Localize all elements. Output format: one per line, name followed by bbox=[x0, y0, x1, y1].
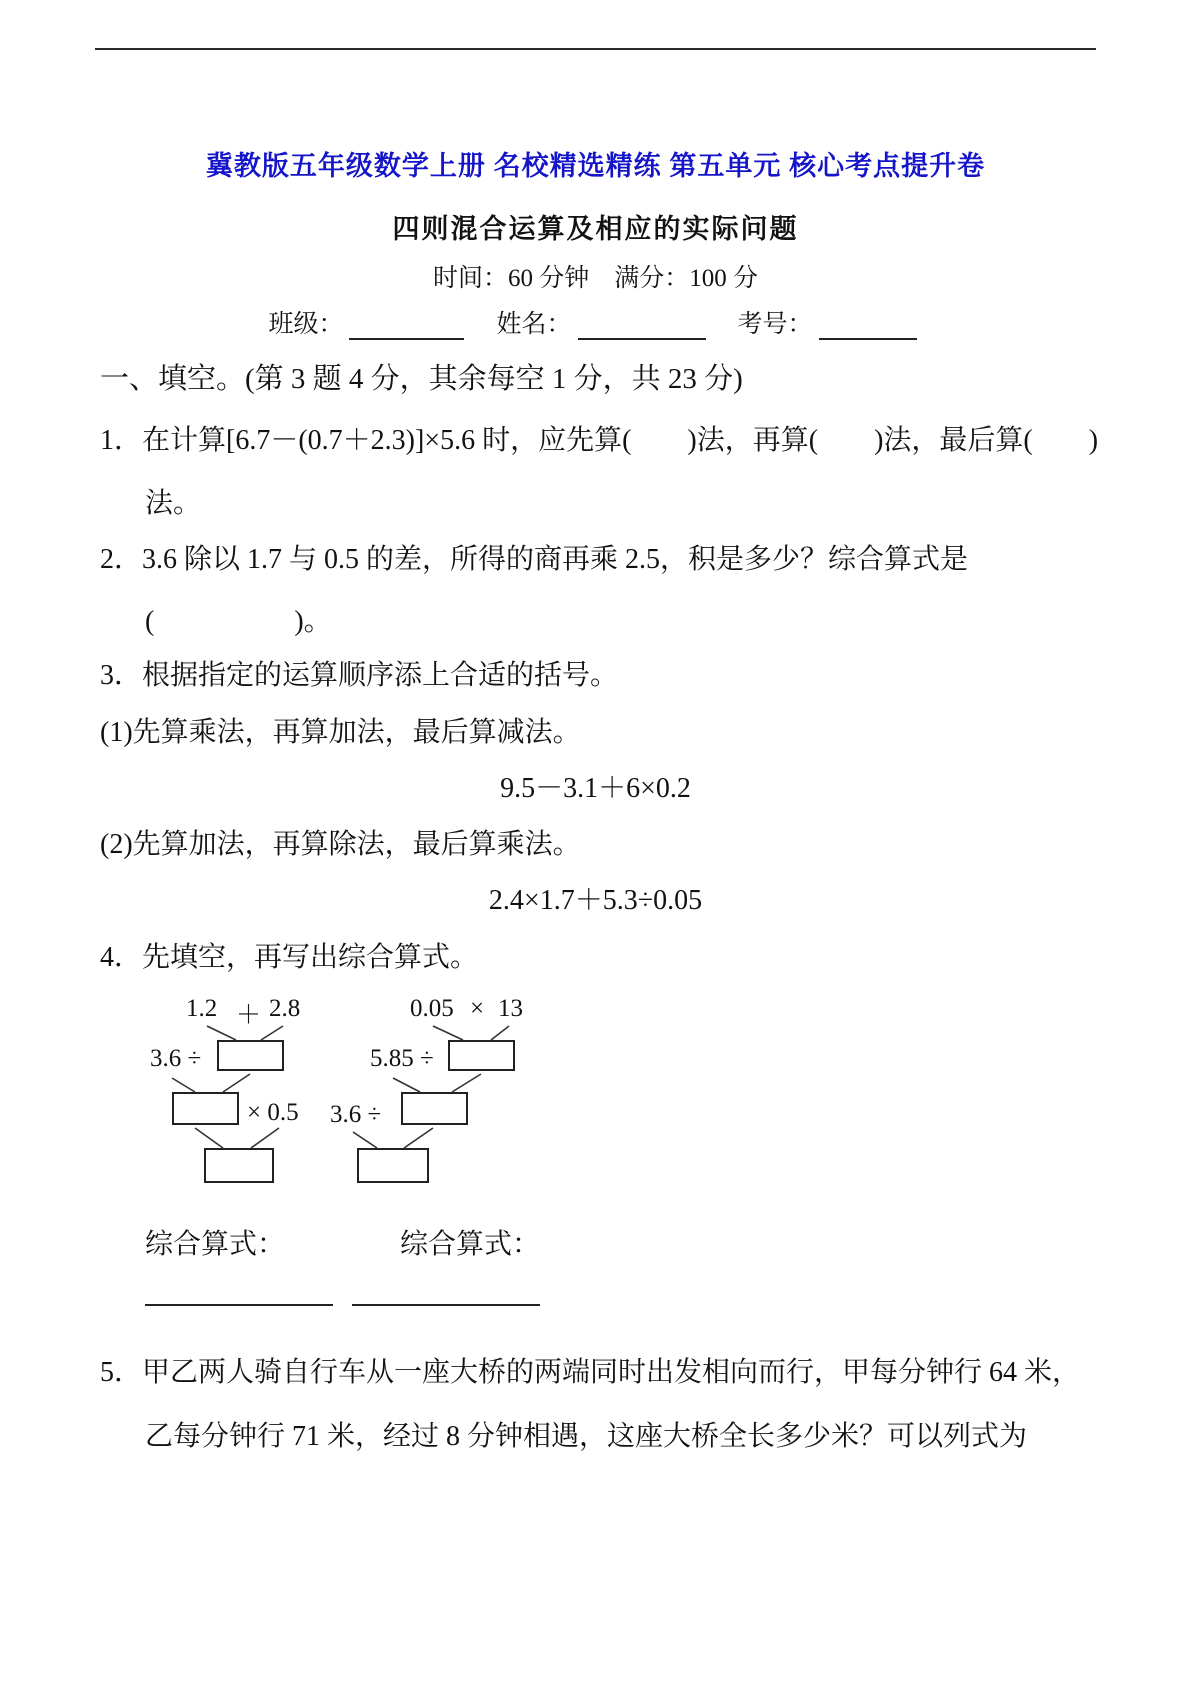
answer-blank-line bbox=[352, 1288, 540, 1306]
header-rule bbox=[95, 48, 1096, 50]
q3-stem: 3．根据指定的运算顺序添上合适的括号。 bbox=[100, 660, 619, 691]
id-label: 考号： bbox=[737, 311, 813, 338]
answer-box bbox=[217, 1040, 284, 1071]
class-blank bbox=[349, 312, 464, 340]
name-blank bbox=[578, 312, 706, 340]
exam-meta: 时间：60 分钟 满分：100 分 bbox=[432, 265, 758, 292]
composite-expression-label-right: 综合算式： bbox=[400, 1229, 541, 1260]
name-label: 姓名： bbox=[496, 311, 572, 338]
right-row3-label: 3.6 ÷ bbox=[330, 1101, 382, 1128]
q3-sub1: (1)先算乘法，再算加法，最后算减法。 bbox=[100, 717, 581, 748]
id-blank bbox=[819, 312, 917, 340]
q1-line2: 法。 bbox=[145, 488, 202, 519]
class-label: 班级： bbox=[268, 311, 344, 338]
q4-diagrams bbox=[140, 995, 560, 1205]
left-row3-label: × 0.5 bbox=[247, 1099, 299, 1126]
q4-stem: 4．先填空，再写出综合算式。 bbox=[100, 942, 479, 973]
q2-line2: ( )。 bbox=[145, 606, 332, 637]
left-operand-a: 1.2 bbox=[186, 995, 218, 1022]
section-heading: 一、填空。(第 3 题 4 分，其余每空 1 分，共 23 分) bbox=[100, 363, 743, 395]
right-row2-label: 5.85 ÷ bbox=[370, 1045, 434, 1072]
left-row2-label: 3.6 ÷ bbox=[150, 1045, 202, 1072]
q2-line1: 2．3.6 除以 1.7 与 0.5 的差，所得的商再乘 2.5，积是多少？综合算式是 bbox=[100, 544, 969, 575]
q5-line1: 5．甲乙两人骑自行车从一座大桥的两端同时出发相向而行，甲每分钟行 64 米， bbox=[100, 1357, 1081, 1388]
page-title: 冀教版五年级数学上册 名校精选精练 第五单元 核心考点提升卷 bbox=[205, 151, 986, 181]
right-operand-a: 0.05 bbox=[410, 995, 454, 1022]
q1-line1: 1．在计算[6.7－(0.7＋2.3)]×5.6 时，应先算( )法，再算( )法，最后算( ) bbox=[100, 425, 1099, 456]
composite-expression-label-left: 综合算式： bbox=[145, 1229, 286, 1260]
student-info-row bbox=[0, 304, 1191, 340]
times-operator: × bbox=[470, 995, 485, 1022]
plus-operator: ＋ bbox=[236, 1002, 262, 1029]
right-operand-b: 13 bbox=[498, 995, 523, 1022]
q3-sub2: (2)先算加法，再算除法，最后算乘法。 bbox=[100, 829, 581, 860]
q3-expression2: 2.4×1.7＋5.3÷0.05 bbox=[488, 885, 703, 916]
q3-expression1: 9.5－3.1＋6×0.2 bbox=[500, 773, 691, 804]
answer-box bbox=[448, 1040, 515, 1071]
answer-blank-line bbox=[145, 1288, 333, 1306]
answer-box bbox=[357, 1148, 429, 1183]
answer-box bbox=[172, 1092, 239, 1125]
answer-box bbox=[204, 1148, 274, 1183]
page-subtitle: 四则混合运算及相应的实际问题 bbox=[392, 214, 799, 244]
answer-box bbox=[401, 1092, 468, 1125]
q5-line2: 乙每分钟行 71 米，经过 8 分钟相遇，这座大桥全长多少米？可以列式为 bbox=[145, 1421, 1028, 1452]
left-operand-b: 2.8 bbox=[269, 995, 301, 1022]
